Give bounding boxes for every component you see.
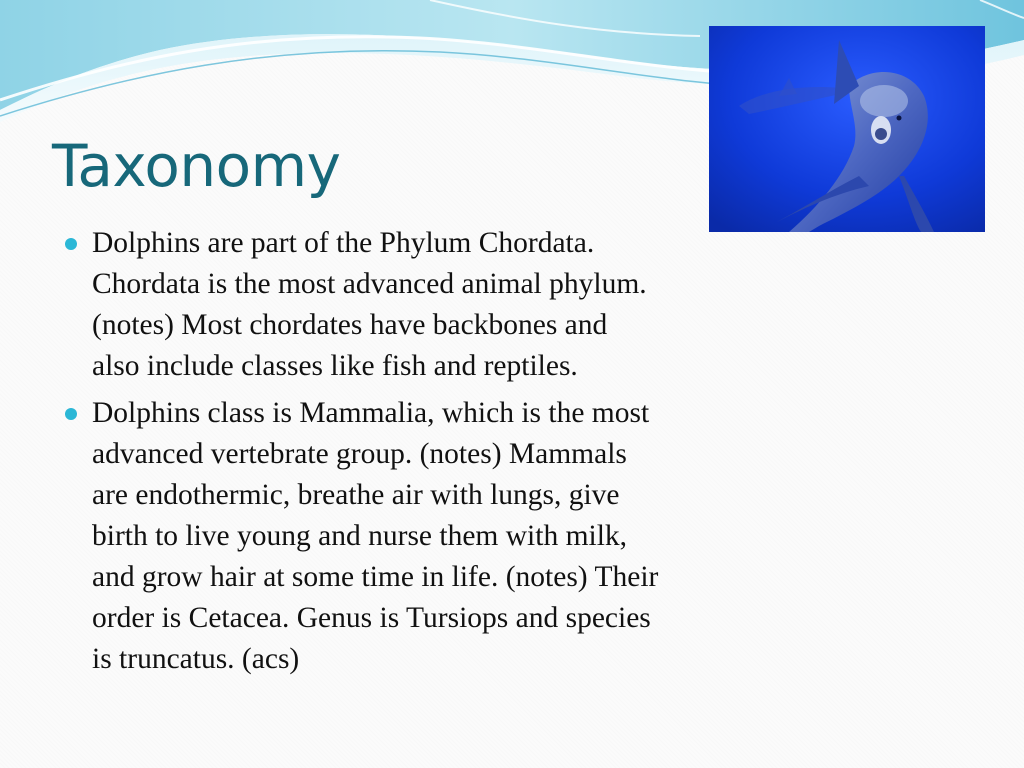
bullet-item — [60, 393, 800, 680]
slide-title: Taxonomy — [52, 132, 341, 200]
bullet-text-line: and grow hair at some time in life. (notes) Their — [92, 561, 659, 593]
bullet-list — [60, 223, 800, 686]
bullet-text-line: is truncatus. (acs) — [92, 643, 300, 675]
bullet-text-line: birth to live young and nurse them with milk, — [92, 520, 628, 552]
bullet-dot-icon — [65, 408, 77, 420]
bullet-text-line: order is Cetacea. Genus is Tursiops and species — [92, 602, 651, 634]
bullet-text-line: are endothermic, breathe air with lungs, give — [92, 479, 620, 511]
bullet-text-line: Dolphins class is Mammalia, which is the most — [92, 397, 650, 429]
bullet-item — [60, 223, 800, 387]
bullet-text-line: advanced vertebrate group. (notes) Mammals — [92, 438, 627, 470]
bullet-text-line: Dolphins are part of the Phylum Chordata. — [92, 227, 595, 259]
bullet-text-line: (notes) Most chordates have backbones and — [92, 309, 608, 341]
dolphin-photo — [709, 26, 985, 232]
bullet-text-line: Chordata is the most advanced animal phylum. — [92, 268, 647, 300]
bullet-dot-icon — [65, 238, 77, 250]
bullet-text-line: also include classes like fish and reptiles. — [92, 350, 578, 382]
